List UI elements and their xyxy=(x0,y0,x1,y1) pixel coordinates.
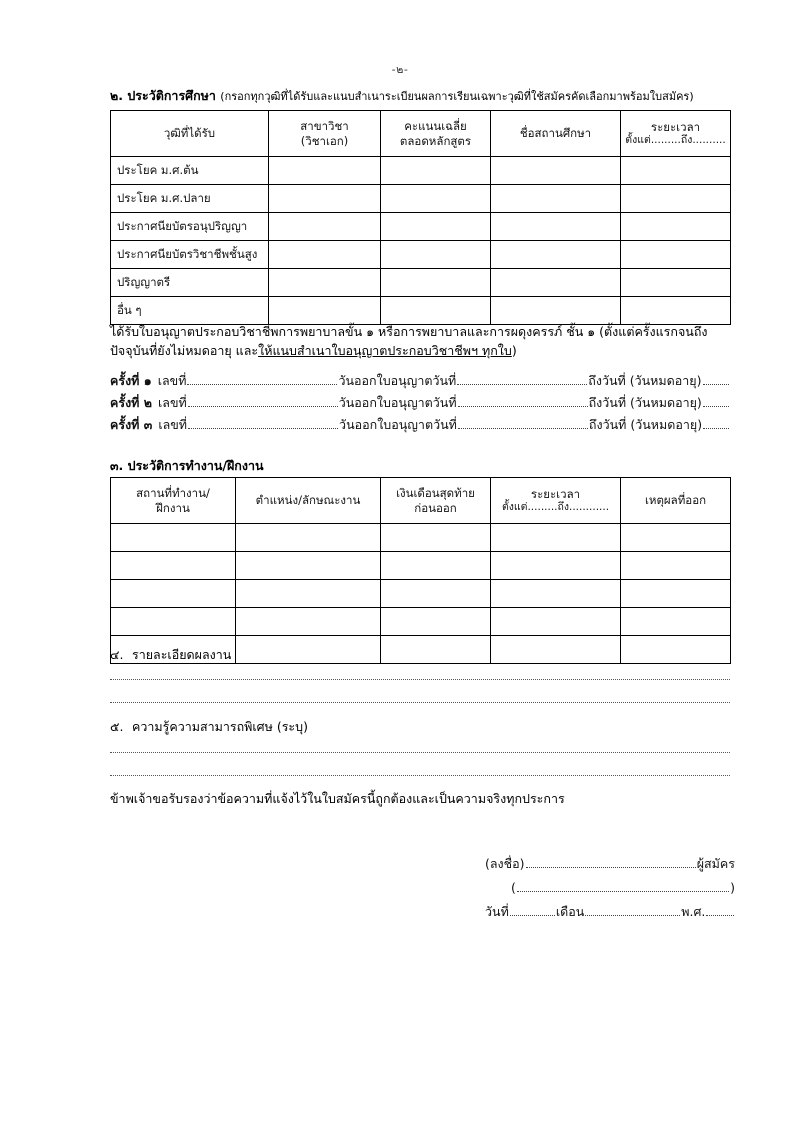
license-number-label: เลขที่ xyxy=(158,416,188,432)
education-section-title: ประวัติการศึกษา xyxy=(127,88,216,103)
special-skill-line-2[interactable] xyxy=(110,775,730,776)
signature-suffix-label: ผู้สมัคร xyxy=(696,856,735,871)
license-entry-row xyxy=(110,414,730,436)
work-detail-section xyxy=(110,645,730,665)
education-section-number: ๒. xyxy=(110,88,123,103)
education-section-heading xyxy=(110,88,730,105)
special-skill-title: ความรู้ความสามารถพิเศษ (ระบุ) xyxy=(131,719,308,734)
printed-name-input[interactable] xyxy=(517,891,729,892)
education-cell-gpa[interactable] xyxy=(381,185,491,213)
date-day-input[interactable] xyxy=(510,915,555,916)
table-row xyxy=(111,213,731,241)
work-cell-reason[interactable] xyxy=(621,552,731,580)
license-number-input[interactable] xyxy=(188,406,338,407)
education-cell-institution[interactable] xyxy=(491,269,621,297)
date-year-input[interactable] xyxy=(706,915,734,916)
education-cell-gpa[interactable] xyxy=(381,269,491,297)
date-label: วันที่ xyxy=(485,903,509,919)
month-label: เดือน xyxy=(555,903,585,919)
education-table xyxy=(110,110,731,325)
license-issue-date-label: วันออกใบอนุญาตวันที่ xyxy=(338,394,457,410)
license-number-label: เลขที่ xyxy=(158,394,187,410)
education-row-label: ประโยค ม.ศ.ปลาย xyxy=(111,185,269,213)
license-paragraph-line1: ได้รับใบอนุญาตประกอบวิชาชีพการพยาบาลขั้น ๑ หรือการพยาบาลและการผดุงครรภ์ ชั้น ๑ (ตั้งแต่ครั้งแรกจนถึง xyxy=(110,324,708,339)
license-issue-date-label: วันออกใบอนุญาตวันที่ xyxy=(338,373,457,388)
license-paragraph-line2: ปัจจุบันที่ยังไม่หมดอายุ และให้แนบสำเนาใบอนุญาตประกอบวิชาชีพฯ ทุกใบ) xyxy=(110,343,517,359)
table-row xyxy=(111,185,731,213)
work-cell-position[interactable] xyxy=(236,580,381,608)
education-cell-period[interactable] xyxy=(621,269,731,297)
work-cell-period[interactable] xyxy=(491,524,621,552)
work-table-header-row xyxy=(111,478,731,524)
printed-name-line xyxy=(485,876,735,900)
table-row xyxy=(111,269,731,297)
work-col-last-salary: เงินเดือนสุดท้าย ก่อนออก xyxy=(381,478,491,524)
printed-name-open-paren: ( xyxy=(511,879,516,895)
work-cell-salary[interactable] xyxy=(381,608,491,636)
license-entry-label: ครั้งที่ ๓ xyxy=(110,416,153,432)
education-cell-major[interactable] xyxy=(269,213,381,241)
license-paragraph xyxy=(110,322,730,361)
work-col-reason: เหตุผลที่ออก xyxy=(621,478,731,524)
work-cell-salary[interactable] xyxy=(381,552,491,580)
work-detail-line-1[interactable] xyxy=(110,679,730,680)
education-cell-major[interactable] xyxy=(269,269,381,297)
education-col-period: ระยะเวลา ตั้งแต่.........ถึง.......... xyxy=(621,111,731,157)
license-issue-date-label: วันออกใบอนุญาตวันที่ xyxy=(339,416,457,432)
education-cell-gpa[interactable] xyxy=(381,297,491,325)
work-col-workplace: สถานที่ทำงาน/ ฝึกงาน xyxy=(111,478,236,524)
special-skill-number: ๕. xyxy=(110,719,124,734)
license-expiry-label: ถึงวันที่ (วันหมดอายุ) xyxy=(588,373,702,388)
education-col-degree: วุฒิที่ได้รับ xyxy=(111,111,269,157)
education-cell-institution[interactable] xyxy=(491,241,621,269)
education-col-institution: ชื่อสถานศึกษา xyxy=(491,111,621,157)
work-col-position: ตำแหน่ง/ลักษณะงาน xyxy=(236,478,381,524)
work-cell-salary[interactable] xyxy=(381,524,491,552)
education-cell-gpa[interactable] xyxy=(381,241,491,269)
license-expiry-label: ถึงวันที่ (วันหมดอายุ) xyxy=(588,416,703,432)
education-cell-gpa[interactable] xyxy=(381,157,491,185)
education-col-major: สาขาวิชา (วิชาเอก) xyxy=(269,111,381,157)
work-section-number: ๓. xyxy=(110,458,124,473)
signature-input[interactable] xyxy=(526,867,696,868)
work-cell-period[interactable] xyxy=(491,580,621,608)
education-cell-institution[interactable] xyxy=(491,157,621,185)
table-row xyxy=(111,552,731,580)
special-skill-section xyxy=(110,717,730,737)
education-cell-major[interactable] xyxy=(269,185,381,213)
work-detail-number: ๔. xyxy=(110,647,124,662)
table-row xyxy=(111,241,731,269)
work-history-table xyxy=(110,477,731,664)
work-cell-position[interactable] xyxy=(236,608,381,636)
certification-statement: ข้าพเจ้าขอรับรองว่าข้อความที่แจ้งไว้ในใบสมัครนี้ถูกต้องและเป็นความจริงทุกประการ xyxy=(110,791,565,806)
work-section-heading xyxy=(110,458,730,475)
education-row-label: อื่น ๆ xyxy=(111,297,269,325)
work-cell-salary[interactable] xyxy=(381,580,491,608)
license-expiry-input[interactable] xyxy=(703,384,730,385)
license-number-label: เลขที่ xyxy=(157,373,187,388)
special-skill-heading xyxy=(110,717,730,737)
education-cell-period[interactable] xyxy=(621,213,731,241)
work-cell-workplace[interactable] xyxy=(111,552,236,580)
education-row-label: ปริญญาตรี xyxy=(111,269,269,297)
work-cell-reason[interactable] xyxy=(621,524,731,552)
table-row xyxy=(111,297,731,325)
license-entry-row xyxy=(110,370,730,392)
work-detail-line-2[interactable] xyxy=(110,702,730,703)
work-cell-period[interactable] xyxy=(491,608,621,636)
date-line xyxy=(485,900,735,924)
education-row-label: ประกาศนียบัตรอนุปริญญา xyxy=(111,213,269,241)
table-row xyxy=(111,580,731,608)
education-cell-period[interactable] xyxy=(621,157,731,185)
table-row xyxy=(111,157,731,185)
certification-section xyxy=(110,789,730,809)
work-col-period: ระยะเวลา ตั้งแต่.........ถึง............ xyxy=(491,478,621,524)
printed-name-close-paren: ) xyxy=(730,879,735,895)
license-expiry-label: ถึงวันที่ (วันหมดอายุ) xyxy=(588,394,702,410)
license-entries xyxy=(110,370,730,436)
education-cell-period[interactable] xyxy=(621,185,731,213)
license-expiry-input[interactable] xyxy=(703,428,729,429)
license-issue-date-input[interactable] xyxy=(458,428,588,429)
education-cell-period[interactable] xyxy=(621,297,731,325)
education-table-header-row xyxy=(111,111,731,157)
license-entry-label: ครั้งที่ ๑ xyxy=(110,373,152,388)
work-table-wrap xyxy=(110,477,730,664)
special-skill-line-1[interactable] xyxy=(110,752,730,753)
table-row xyxy=(111,608,731,636)
dotted-line[interactable] xyxy=(110,775,730,776)
education-cell-major[interactable] xyxy=(269,241,381,269)
license-section xyxy=(110,322,730,361)
date-month-input[interactable] xyxy=(585,915,680,916)
work-cell-workplace[interactable] xyxy=(111,580,236,608)
signature-prefix-label: (ลงชื่อ) xyxy=(485,856,525,871)
signature-line xyxy=(485,852,735,876)
dotted-line[interactable] xyxy=(110,702,730,703)
education-table-wrap xyxy=(110,110,730,325)
education-section xyxy=(110,88,730,105)
education-cell-major[interactable] xyxy=(269,157,381,185)
work-cell-workplace[interactable] xyxy=(111,524,236,552)
license-attach-note: ให้แนบสำเนาใบอนุญาตประกอบวิชาชีพฯ ทุกใบ xyxy=(258,343,512,359)
year-label: พ.ศ. xyxy=(681,903,706,919)
education-cell-institution[interactable] xyxy=(491,213,621,241)
education-cell-period[interactable] xyxy=(621,241,731,269)
work-cell-position[interactable] xyxy=(236,552,381,580)
education-cell-major[interactable] xyxy=(269,297,381,325)
dotted-line[interactable] xyxy=(110,679,730,680)
table-row xyxy=(111,524,731,552)
work-section-title: ประวัติการทำงาน/ฝึกงาน xyxy=(127,458,264,473)
education-cell-gpa[interactable] xyxy=(381,213,491,241)
work-cell-reason[interactable] xyxy=(621,580,731,608)
education-section-note: (กรอกทุกวุฒิที่ได้รับและแนบสำเนาระเบียนผลการเรียนเฉพาะวุฒิที่ใช้สมัครคัดเลือกมาพร้อมใบสมัคร) xyxy=(220,90,694,103)
education-row-label: ประกาศนียบัตรวิชาชีพชั้นสูง xyxy=(111,241,269,269)
education-row-label: ประโยค ม.ศ.ต้น xyxy=(111,157,269,185)
license-number-input[interactable] xyxy=(187,384,337,385)
education-cell-institution[interactable] xyxy=(491,297,621,325)
work-section-heading-wrap xyxy=(110,458,730,475)
work-cell-period[interactable] xyxy=(491,552,621,580)
education-cell-institution[interactable] xyxy=(491,185,621,213)
license-entry-label: ครั้งที่ ๒ xyxy=(110,394,153,410)
work-cell-workplace[interactable] xyxy=(111,608,236,636)
license-entry-row xyxy=(110,392,730,414)
signature-block xyxy=(485,852,735,923)
work-detail-title: รายละเอียดผลงาน xyxy=(131,647,232,662)
work-cell-reason[interactable] xyxy=(621,608,731,636)
education-col-gpa: คะแนนเฉลี่ย ตลอดหลักสูตร xyxy=(381,111,491,157)
work-detail-heading xyxy=(110,645,730,665)
license-issue-date-input[interactable] xyxy=(458,406,588,407)
license-issue-date-input[interactable] xyxy=(457,384,587,385)
work-cell-position[interactable] xyxy=(236,524,381,552)
page-number-marker: -๒- xyxy=(391,63,409,76)
license-number-input[interactable] xyxy=(188,428,338,429)
dotted-line[interactable] xyxy=(110,752,730,753)
license-expiry-input[interactable] xyxy=(703,406,729,407)
